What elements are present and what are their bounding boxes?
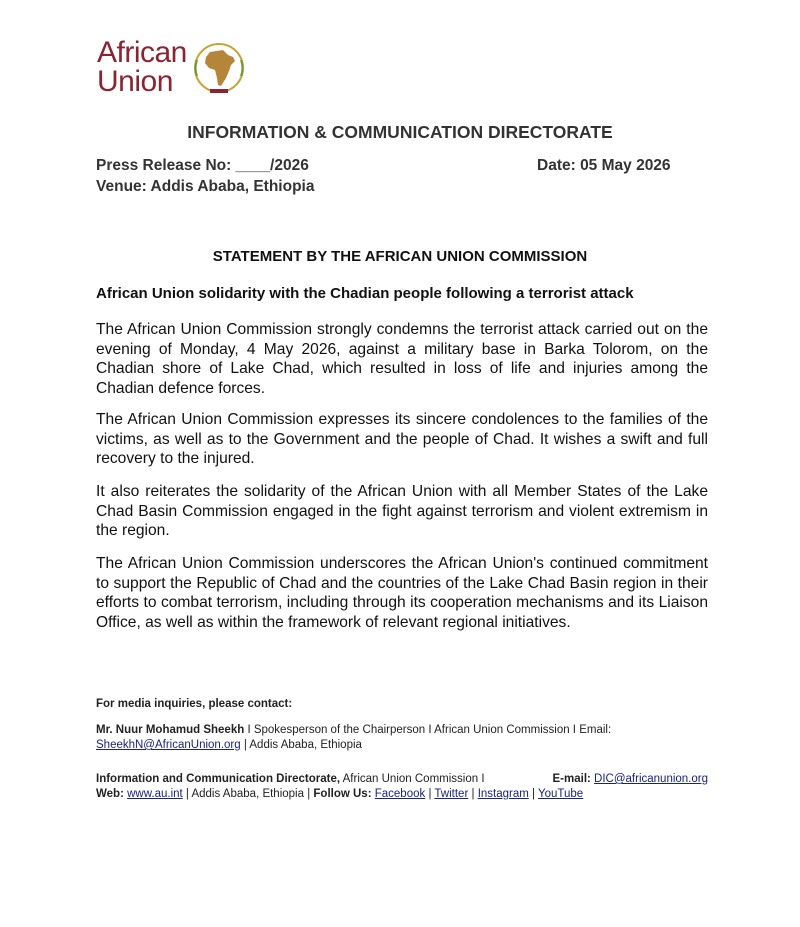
footer-email-label: E-mail:	[552, 773, 591, 785]
footer-directorate: Information and Communication Directorate,	[96, 773, 341, 785]
au-logo-text	[97, 38, 187, 96]
footer-line-2: Web: www.au.int | Addis Ababa, Ethiopia | Follow Us: Facebook | Twitter | Instagram | YouTube	[96, 788, 584, 800]
instagram-link[interactable]: Instagram	[477, 788, 529, 800]
footer-web-label: Web:	[96, 788, 124, 800]
paragraph-1: The African Union Commission strongly condemns the terrorist attack carried out on the evening of Monday, 4 May 2026, against a military base in Barka Tolorom, on the Chadian shore of Lake Chad, which resulted in loss of life and injuries among the Chadian defence forces.	[96, 321, 708, 397]
paragraph-4: The African Union Commission underscores the African Union's continued commitment to support the Republic of Chad and the countries of the Lake Chad Basin region in their efforts to combat terrorism, including through its cooperation mechanisms and its Liaison Office, as well as within the framework of relevant regional initiatives.	[96, 555, 708, 631]
press-release-number: Press Release No: ____/2026	[96, 157, 309, 174]
statement-title: STATEMENT BY THE AFRICAN UNION COMMISSION	[212, 248, 588, 265]
footer-email-link[interactable]: DIC@africanunion.org	[594, 773, 708, 785]
footer-web-link[interactable]: www.au.int	[127, 788, 183, 800]
facebook-link[interactable]: Facebook	[374, 788, 426, 800]
footer	[96, 772, 708, 802]
logo-line-1: African	[97, 36, 187, 69]
media-inquiries-heading: For media inquiries, please contact:	[96, 698, 293, 710]
paragraph-3: It also reiterates the solidarity of the African Union with all Member States of the Lake Chad Basin Commission engaged in the fight against terrorism and violent extremism in the region.	[96, 483, 708, 539]
contact-role: I Spokesperson of the Chairperson I African Union Commission I Email:	[247, 724, 612, 736]
youtube-link[interactable]: YouTube	[538, 788, 584, 800]
footer-location: | Addis Ababa, Ethiopia |	[185, 788, 311, 800]
logo-line-2: Union	[97, 65, 173, 98]
contact-name: Mr. Nuur Mohamud Sheekh	[96, 724, 245, 736]
footer-commission: African Union Commission I	[342, 773, 485, 785]
contact-email-link[interactable]: SheekhN@AfricanUnion.org	[96, 739, 241, 751]
directorate-heading: INFORMATION & COMMUNICATION DIRECTORATE	[187, 122, 613, 142]
footer-line-1	[96, 772, 708, 787]
contact-location: | Addis Ababa, Ethiopia	[243, 739, 362, 751]
twitter-link[interactable]: Twitter	[434, 788, 469, 800]
paragraph-2: The African Union Commission expresses its sincere condolences to the families of the victims, as well as to the Government and the people of Chad. It wishes a swift and full recovery to the injured.	[96, 411, 708, 467]
release-date: Date: 05 May 2026	[537, 157, 671, 174]
media-contact	[96, 723, 708, 753]
statement-subtitle: African Union solidarity with the Chadian people following a terrorist attack	[96, 285, 634, 302]
venue: Venue: Addis Ababa, Ethiopia	[96, 178, 315, 195]
african-union-emblem-icon	[188, 38, 250, 98]
footer-follow-label: Follow Us:	[313, 788, 372, 800]
